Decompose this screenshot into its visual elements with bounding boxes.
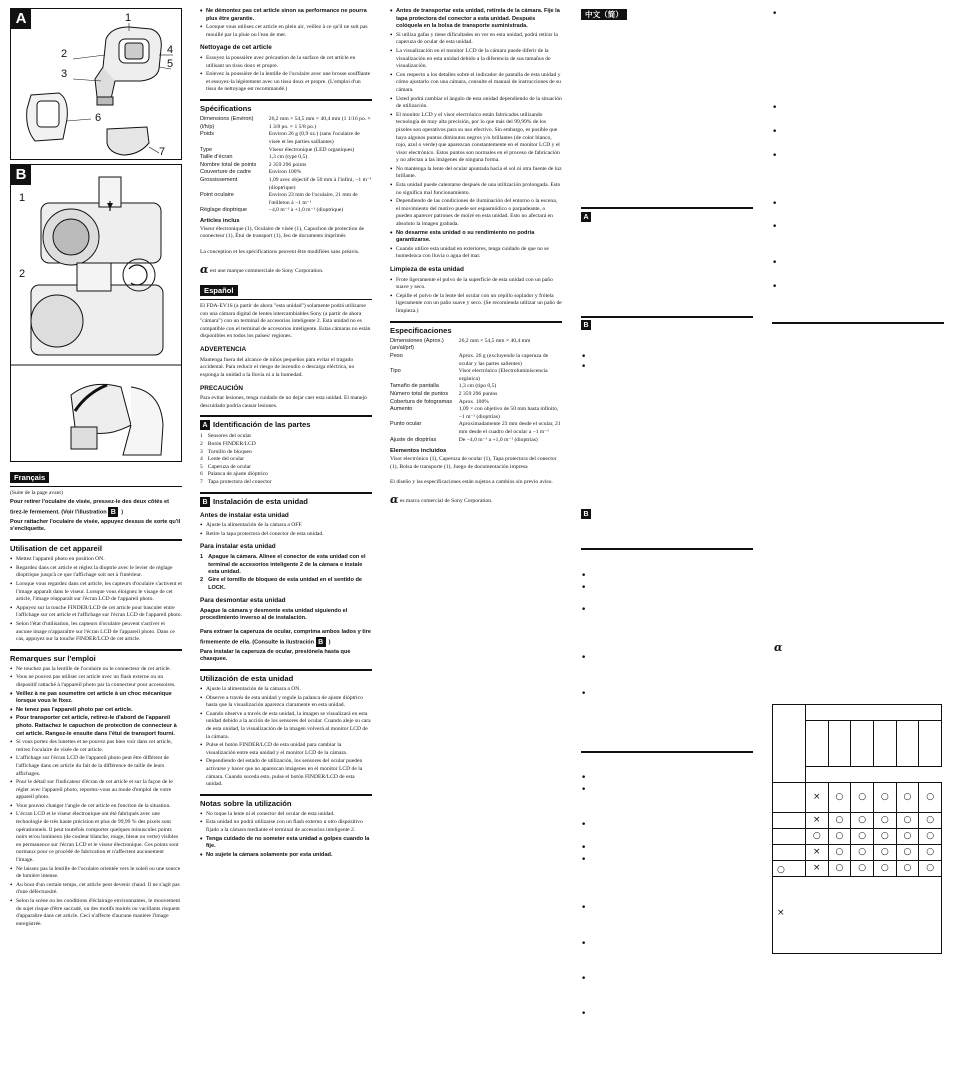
table-row: Dimensiones (Aprox.) (an/al/prf) 26,2 mm × 54,5 mm × 40,4 mm bbox=[390, 337, 531, 352]
table-row: Número total de puntos 2 359 296 puntos bbox=[390, 390, 498, 397]
zh-rule-e bbox=[772, 322, 944, 324]
es-included-heading: Elementos incluidos bbox=[390, 448, 447, 455]
fr-clean-heading: Nettoyage de cet article bbox=[200, 44, 272, 52]
callout-5: 5 bbox=[167, 58, 174, 70]
continued-note: (Suite de la page avant) bbox=[10, 489, 63, 496]
column-illustrations-french bbox=[10, 0, 182, 1083]
es-notes-list-2 bbox=[390, 8, 562, 261]
panel-a-label: A bbox=[11, 9, 31, 29]
list-item: • Cepille el polvo de la lente del ocular con un cepillo soplador y frótela ligeramente con un paño suave y seco. (Se recomienda utilizar un paño de limpieza.) bbox=[390, 293, 562, 316]
fr-notes-heading: Remarques sur l'emploi bbox=[10, 649, 182, 663]
zh-bullet: • bbox=[581, 855, 587, 865]
alpha-logo: α bbox=[390, 492, 399, 506]
list-item: 4 Lente del ocular bbox=[200, 456, 245, 463]
es-clean-list bbox=[390, 277, 562, 316]
fr-notes-list bbox=[10, 666, 182, 929]
list-item: • Appuyez sur la touche FINDER/LCD de cet article pour basculer entre l'affichage sur cet article et l'affichage sur l'écran LCD de l'appareil photo. bbox=[10, 605, 182, 620]
table-row: Aumento 1,09 × con objetivo de 50 mm hasta infinito, −1 m⁻¹ (dioptrías) bbox=[390, 406, 559, 420]
list-item: • L'écran LCD et le viseur électronique ont été fabriqués avec une technologie de très haute précision et plus de 99,99 % des pixels sont opérationnels. Il peut toutefois comporter quelques minuscules points noirs et/ou lumineux (de couleur blanche, rouge, bleue ou verte) visibles en permanence sur l'écran LCD et le viseur électronique. Ces points sont normaux pour ce procédé de fabrication et n'affectent aucunement l'image. bbox=[10, 811, 182, 864]
list-item: • Ne touchez pas la lentille de l'oculaire ou le connecteur de cet article. bbox=[10, 666, 182, 674]
alpha-logo: α bbox=[200, 262, 209, 276]
list-item: • Lorsque vous utilisez cet article en plein air, veillez à ce qu'il ne soit pas mouillé par la pluie ou l'eau de mer. bbox=[200, 24, 372, 39]
zh-bullet: • bbox=[581, 773, 587, 783]
table-row: Dimensions (Environ) (l/h/p) 26,2 mm × 54,5 mm × 40,4 mm (1 1/16 po. × 1 3/8 po. × 1 5/8 po.) bbox=[200, 116, 371, 130]
list-item: 2 Gire el tornillo de bloqueo de esta unidad en el sentido de LOCK. bbox=[200, 576, 362, 591]
table-row: × ○ ○ ○ ○ ○ bbox=[773, 845, 942, 861]
zh-bullet: • bbox=[581, 362, 587, 372]
table-row: Réglage dioptrique −4,0 m⁻¹ à +1,0 m⁻¹ (dioptrique) bbox=[200, 207, 344, 214]
zh-bullet: • bbox=[581, 352, 587, 362]
fr-spec-heading: Spécifications bbox=[200, 99, 372, 113]
zh-bullet: • bbox=[772, 151, 778, 161]
zh-bullet: • bbox=[772, 103, 778, 113]
list-item: • L'affichage sur l'écran LCD de l'appareil photo peut être différent de l'affichage dans cet article du fait de la différence de taille de leurs affichages. bbox=[10, 755, 182, 778]
list-item: • Dependiendo de las condiciones de iluminación del entorno o la escena, el movimiento del motivo puede ser espasmódico o parpadeante, o pueden aparecer patrones de moiré en esta unidad. Esto no afectará en absoluto la imagen grabada. bbox=[390, 198, 562, 228]
es-use-heading: Utilización de esta unidad bbox=[200, 669, 372, 683]
zh-bullet: • bbox=[581, 785, 587, 795]
list-item: 3 Tornillo de bloqueo bbox=[200, 448, 252, 455]
zh-section-b2-tag: B bbox=[581, 509, 591, 519]
table-row: Type Viseur électronique (LED organiques) bbox=[200, 146, 355, 153]
step-2-number: 2 bbox=[19, 268, 26, 280]
es-intro: El FDA-EV1S (a partir de ahora "esta unidad") solamente podrá utilizarse con una cámara digital de lentes intercambiables Sony (a partir de ahora "cámara") con un terminal de accesorios inteligente 2. Esta unidad no es compatible con el terminal de accesorios inteligente. Estas cámaras no están disponibles en todos los países/ regiones. bbox=[200, 303, 371, 340]
callout-6: 6 bbox=[95, 112, 102, 124]
table-row: × ○ ○ ○ ○ ○ bbox=[773, 783, 942, 813]
list-item: • Ne tenez pas l'appareil photo par cet article. bbox=[10, 707, 182, 715]
table-row: Point oculaire Environ 23 mm de l'oculaire, 21 mm de l'œilleton à −1 m⁻¹ bbox=[200, 192, 358, 206]
list-item: • No toque la lente ni el conector del ocular de esta unidad. bbox=[200, 811, 372, 819]
list-item: • Cuando utilice esta unidad en exteriores, tenga cuidado de que no se humedezca con lluvia o agua del mar. bbox=[390, 246, 562, 261]
table-row: Peso Aprox. 26 g (excluyendo la caperuza de ocular y las partes salientes) bbox=[390, 352, 549, 367]
table-row: Taille d'écran 1,3 cm (type 0,5) bbox=[200, 154, 308, 161]
fr-use-list bbox=[10, 556, 182, 644]
legend-cross: × bbox=[777, 908, 785, 918]
eyecup-attach-note: Pour rattacher l'oculaire de visée, appuyez dessus de sorte qu'il s'encliquette. bbox=[10, 518, 181, 533]
es-design-note: El diseño y las especificaciones están sujetos a cambios sin previo aviso. bbox=[390, 479, 553, 486]
zh-bullet: • bbox=[581, 583, 587, 593]
fr-trademark: α est une marque commerciale de Sony Corporation. bbox=[200, 262, 324, 276]
zh-bullet: • bbox=[581, 605, 587, 615]
es-caution-text: Para evitar lesiones, tenga cuidado de no dejar caer esta unidad. El manejo descuidado podría causar lesiones. bbox=[200, 395, 367, 409]
panel-b-label: B bbox=[11, 165, 31, 185]
compatibility-legend bbox=[772, 860, 942, 954]
callout-4: 4 bbox=[167, 44, 174, 56]
table-row: Ajuste de dioptrías De −4,0 m⁻¹ a +1,0 m⁻¹ (dioptrías) bbox=[390, 436, 538, 443]
es-parts-heading: A Identificación de las partes bbox=[200, 415, 372, 430]
list-item: • No sujete la cámara solamente por esta unidad. bbox=[200, 852, 372, 860]
zh-rule-c bbox=[581, 548, 753, 550]
es-notes-list bbox=[200, 811, 372, 860]
fr-spec-table bbox=[200, 116, 372, 215]
zh-bullet: • bbox=[581, 939, 587, 949]
column-chinese-continued bbox=[772, 0, 944, 1083]
zh-rule-a bbox=[581, 207, 753, 209]
table-row: Punto ocular Aproximadamente 23 mm desde el ocular, 21 mm desde el cuadro del ocular a −1 m⁻¹ bbox=[390, 421, 561, 435]
es-to-install-heading: Para instalar esta unidad bbox=[200, 543, 276, 551]
list-item: • Antes de transportar esta unidad, retírela de la cámara. Fije la tapa protectora del conector a esta unidad. Después colóquela en la bolsa de transporte suministrada. bbox=[390, 8, 562, 31]
es-before-list bbox=[200, 522, 372, 538]
table-row bbox=[773, 705, 942, 721]
list-item: • Frote ligeramente el polvo de la superficie de esta unidad con un paño suave y seco. bbox=[390, 277, 562, 292]
callout-1: 1 bbox=[125, 12, 132, 24]
es-install-heading: B Instalación de esta unidad bbox=[200, 492, 372, 507]
es-trademark: α es marca comercial de Sony Corporation. bbox=[390, 492, 493, 506]
legend-circle: ○ bbox=[777, 865, 785, 875]
step-1-number: 1 bbox=[19, 192, 26, 204]
zh-bullet: • bbox=[772, 282, 778, 292]
fr-included-heading: Articles inclus bbox=[200, 217, 240, 224]
list-item: • Pour transporter cet article, retirez-le d'abord de l'appareil photo. Rattachez le capuchon de protection de connecteur à cet article. Rangez-le ensuite dans l'étui de transport fourni. bbox=[10, 715, 182, 738]
column-spanish-continued bbox=[390, 0, 562, 1083]
zh-bullet: • bbox=[581, 820, 587, 830]
list-item: • Vous ne pouvez pas utiliser cet article avec un flash externe ou un dispositif rattaché à l'appareil photo par la connecteur pour accessoires. bbox=[10, 674, 182, 689]
alpha-logo: α bbox=[774, 641, 783, 654]
list-item: • Dependiendo del estado de utilización, los sensores del ocular pueden activarse y hacer que no aparezcan imágenes en el monitor LCD de la cámara. Cuando suceda esto, pulse el botón FINDER/LCD de esta unidad. bbox=[200, 758, 372, 788]
list-item: 2 Botón FINDER/LCD bbox=[200, 441, 256, 448]
list-item: 1 Apague la cámara. Alinee el conector de esta unidad con el terminal de accesorios inteligente 2 de la cámara e instale esta unidad. bbox=[200, 554, 366, 576]
es-before-heading: Antes de instalar esta unidad bbox=[200, 511, 289, 519]
list-item: • El monitor LCD y el visor electrónico están fabricados utilizando tecnología de muy alta precisión, por lo que más del 99,99% de los píxeles son operativos para su uso efectivo. Sin embargo, es posible que haya algunos puntos diminutos negros y/o brillantes (de color blanco, rojo, azul o verde) que aparezcan constantemente en el monitor LCD y el visor electrónico. Estos puntos son normales en el proceso de fabricación y no afectan a las imágenes de ninguna forma. bbox=[390, 112, 562, 165]
es-warning-text: Mantenga fuera del alcance de niños pequeños para evitar el tragado accidental. Para reducir el riesgo de incendio o descarga eléctrica, no exponga la unidad a la lluvia ni a la humedad. bbox=[200, 356, 355, 378]
zh-bullet: • bbox=[581, 689, 587, 699]
es-notes-heading: Notas sobre la utilización bbox=[200, 794, 372, 808]
french-section bbox=[10, 472, 182, 929]
table-row: Couverture de cadre Environ 100% bbox=[200, 169, 302, 176]
list-item: • Pulse el botón FINDER/LCD de esta unidad para cambiar la visualización entre esta unidad y el monitor LCD de la cámara. bbox=[200, 742, 372, 757]
list-item: • Mettez l'appareil photo en position ON. bbox=[10, 556, 182, 564]
table-row: × ○ ○ ○ ○ ○ bbox=[773, 813, 942, 829]
es-use-list bbox=[200, 686, 372, 789]
list-item: • Ne démontez pas cet article sinon sa performance ne pourra plus être garantie. bbox=[200, 8, 372, 23]
list-item: • Cuando observe a través de esta unidad, la imagen se visualizará en esta unidad debido a la acción de los sensores del ocular. Cuando aleje su cara de esta unidad, la visualización de la imagen volverá al monitor LCD de la cámara. bbox=[200, 711, 372, 741]
zh-section-b-tag: B bbox=[581, 320, 591, 330]
list-item: • La visualización en el monitor LCD de la cámara puede diferir de la visualización en esta unidad debido a la diferencia de sus tamaños de visualización. bbox=[390, 48, 562, 71]
fr-design-note: La conception et les spécifications peuvent être modifiées sans préavis. bbox=[200, 248, 360, 255]
illustration-panel-a bbox=[10, 8, 182, 160]
table-row: Nombre total de points 2 359 296 points bbox=[200, 161, 307, 168]
zh-bullet: • bbox=[772, 222, 778, 232]
zh-bullet: • bbox=[581, 1009, 587, 1019]
zh-bullet: • bbox=[581, 903, 587, 913]
list-item: 6 Palanca de ajuste dióptrico bbox=[200, 471, 268, 478]
zh-bullet: • bbox=[772, 127, 778, 137]
list-item: • Esta unidad no podrá utilizarse con un flash externo u otro dispositivo fijado a la cámara mediante el terminal de accesorios inteligente 2. bbox=[200, 819, 372, 834]
fr-clean-list bbox=[200, 55, 372, 94]
zh-bullet: • bbox=[772, 258, 778, 268]
table-row: ○ ○ ○ ○ ○ ○ bbox=[773, 829, 942, 845]
es-attach-eyecup: Para instalar la caperuza de ocular, presiónela hasta que chasquee. bbox=[200, 648, 351, 663]
table-row: Tamaño de pantalla 1,3 cm (tipo 0,5) bbox=[390, 383, 497, 390]
list-item: • Observe a través de esta unidad y regule la palanca de ajuste dióptrico hasta que la visualización aparezca claramente en esta unidad. bbox=[200, 695, 372, 710]
zh-rule-b bbox=[581, 316, 753, 318]
list-item: • Ne laissez pas la lentille de l'oculaire orientée vers le soleil ou une source de lumière intense. bbox=[10, 866, 182, 881]
table-row: Cobertura de fotogramas Aprox. 100% bbox=[390, 398, 489, 405]
list-item: • Ajuste la alimentación de la cámara a OFF. bbox=[200, 522, 372, 530]
list-item: 1 Sensores del ocular bbox=[200, 433, 252, 440]
fr-more-list bbox=[200, 8, 372, 39]
list-item: • No desarme esta unidad o su rendimiento no podría garantizarse. bbox=[390, 230, 562, 245]
list-item: • Au bout d'un certain temps, cet article peut devenir chaud. Il ne s'agit pas d'une défectuosité. bbox=[10, 882, 182, 897]
es-warning-heading: ADVERTENCIA bbox=[200, 346, 247, 354]
list-item: • Lorsque vous regardez dans cet article, les capteurs d'oculaire s'activent et l'image apparaît dans le viseur. Lorsque vous éloignez le visage de cet article, l'image réapparaît sur l'écran LCD de l'appareil photo. bbox=[10, 581, 182, 604]
callout-2: 2 bbox=[61, 48, 68, 60]
fr-use-heading: Utilisation de cet appareil bbox=[10, 539, 182, 553]
es-remove-eyecup: Para extraer la caperuza de ocular, comprima ambos lados y tire firmemente de ella. (Consulte la ilustración B ) bbox=[200, 629, 371, 646]
list-item: • Selon la scène ou les conditions d'éclairage environnantes, le mouvement du sujet risque d'être saccadé, ou des motifs moirés ou vacillants risquent d'apparaître dans cet article. Ceci n'affecte d'aucune manière l'image enregistrée. bbox=[10, 898, 182, 928]
list-item: 7 Tapa protectora del conector bbox=[200, 478, 272, 485]
zh-rule-d bbox=[581, 751, 753, 753]
es-included-text: Visor electrónico (1), Caperuza de ocular (1), Tapa protectora del conector (1), Bolsa de transporte (1), Juego de documentación impresa bbox=[390, 455, 557, 470]
list-item: • Ajuste la alimentación de la cámara a ON. bbox=[200, 686, 372, 694]
list-item: • Tenga cuidado de no someter esta unidad a golpes cuando la fije. bbox=[200, 836, 372, 851]
es-spec-table bbox=[390, 338, 562, 444]
es-spec-heading: Especificaciones bbox=[390, 321, 562, 335]
list-item: • Essuyez la poussière avec précaution de la surface de cet article en utilisant un tissu doux et propre. bbox=[200, 55, 372, 70]
zh-bullet: • bbox=[772, 199, 778, 209]
zh-bullet: • bbox=[581, 843, 587, 853]
es-clean-heading: Limpieza de esta unidad bbox=[390, 266, 464, 273]
viewfinder-parts-illustration bbox=[11, 9, 182, 160]
lang-label-chinese: 中文（简） bbox=[581, 9, 627, 20]
es-uninstall-text: Apague la cámara y desmonte esta unidad siguiendo el procedimiento inverso al de instalación. bbox=[200, 607, 348, 622]
list-item: • Si vous portez des lunettes et ne pouvez pas bien voir dans cet article, retirez l'oculaire de visée de cet article. bbox=[10, 739, 182, 754]
list-item: • Usted podrá cambiar el ángulo de esta unidad dependiendo de la situación de utilización. bbox=[390, 96, 562, 111]
list-item: • Selon l'état d'utilisation, les capteurs d'oculaire peuvent s'activer et aucune image n'apparaître sur l'écran LCD de l'appareil photo. Dans ce cas, appuyez sur la touche FINDER/LCD de cet article. bbox=[10, 621, 182, 644]
list-item: 5 Caperuza de ocular bbox=[200, 463, 251, 470]
installation-illustration bbox=[11, 165, 182, 462]
spanish-section bbox=[200, 285, 372, 859]
illustration-panel-b bbox=[10, 164, 182, 462]
lang-label-french: Français bbox=[10, 472, 49, 483]
eyecup-remove-note: Pour retirer l'oculaire de visée, pressez-le des deux côtés et tirez-le fermement. (Voir l'illustration B ) bbox=[10, 499, 169, 516]
list-item: • No mantenga la lente del ocular apuntada hacia el sol ni otra fuente de luz brillante. bbox=[390, 166, 562, 181]
list-item: • Veillez à ne pas soumettre cet article à un choc mécanique lorsque vous le fixez. bbox=[10, 691, 182, 706]
es-caution-heading: PRECAUCIÓN bbox=[200, 384, 243, 392]
es-uninstall-heading: Para desmontar esta unidad bbox=[200, 597, 286, 605]
es-install-steps bbox=[200, 554, 372, 592]
list-item: • Retire la tapa protectora del conector de esta unidad. bbox=[200, 531, 372, 539]
list-item: • Esta unidad puede calentarse después de una utilización prolongada. Esto no significa mal funcionamiento. bbox=[390, 182, 562, 197]
zh-bullet: • bbox=[581, 653, 587, 663]
zh-bullet: • bbox=[581, 571, 587, 581]
compatibility-table bbox=[772, 704, 942, 877]
list-item: • Si utiliza gafas y tiene dificultades en ver en esta unidad, podrá retirar la caperuza de ocular de esta unidad. bbox=[390, 32, 562, 47]
list-item: • Con respecto a los detalles sobre el indicador de pantalla de esta unidad y cómo ajustarlo con una cámara, consulte el manual de instrucciones de su cámara. bbox=[390, 72, 562, 95]
list-item: • Pour le détail sur l'indicateur d'écran de cet article et sur la façon de le régler avec l'appareil photo, reportez-vous au mode d'emploi de votre appareil photo. bbox=[10, 779, 182, 802]
table-row: Grossissement 1,09 avec objectif de 50 mm à l'infini, −1 m⁻¹ (dioptrique) bbox=[200, 176, 372, 191]
table-row: × ○ ○ ○ ○ ○ bbox=[773, 861, 942, 877]
lang-label-spanish: Español bbox=[200, 285, 238, 296]
zh-bullet: • bbox=[581, 974, 587, 984]
column-french-spanish bbox=[200, 0, 372, 1083]
table-row: Tipo Visor electrónico (Electroluminiscencia orgánica) bbox=[390, 368, 548, 382]
es-parts-list bbox=[200, 433, 372, 486]
list-item: • Vous pouvez changer l'angle de cet article en fonction de la situation. bbox=[10, 803, 182, 811]
list-item: • Enlevez la poussière de la lentille de l'oculaire avec une brosse soufflante et essuyez-la légèrement avec un tissu doux et propre. (L'emploi d'un tissu de nettoyage est recommandé.) bbox=[200, 71, 372, 94]
table-row: Poids Environ 26 g (0,9 oz.) (sans l'oculaire de visée et les parties saillantes) bbox=[200, 131, 360, 145]
callout-7: 7 bbox=[159, 146, 166, 158]
callout-3: 3 bbox=[61, 68, 68, 80]
zh-section-a-tag: A bbox=[581, 212, 591, 222]
column-chinese bbox=[581, 0, 753, 1083]
fr-included-text: Viseur électronique (1), Oculaire de visée (1), Capuchon de protection de connecteur (1), Étui de transport (1), Jeu de documents imprimés bbox=[200, 225, 364, 240]
list-item: • Regardez dans cet article et réglez la dioptrie avec le levier de réglage dioptrique jusqu'à ce que l'affichage soit net à l'intérieur. bbox=[10, 565, 182, 580]
zh-bullet: • bbox=[772, 9, 778, 19]
